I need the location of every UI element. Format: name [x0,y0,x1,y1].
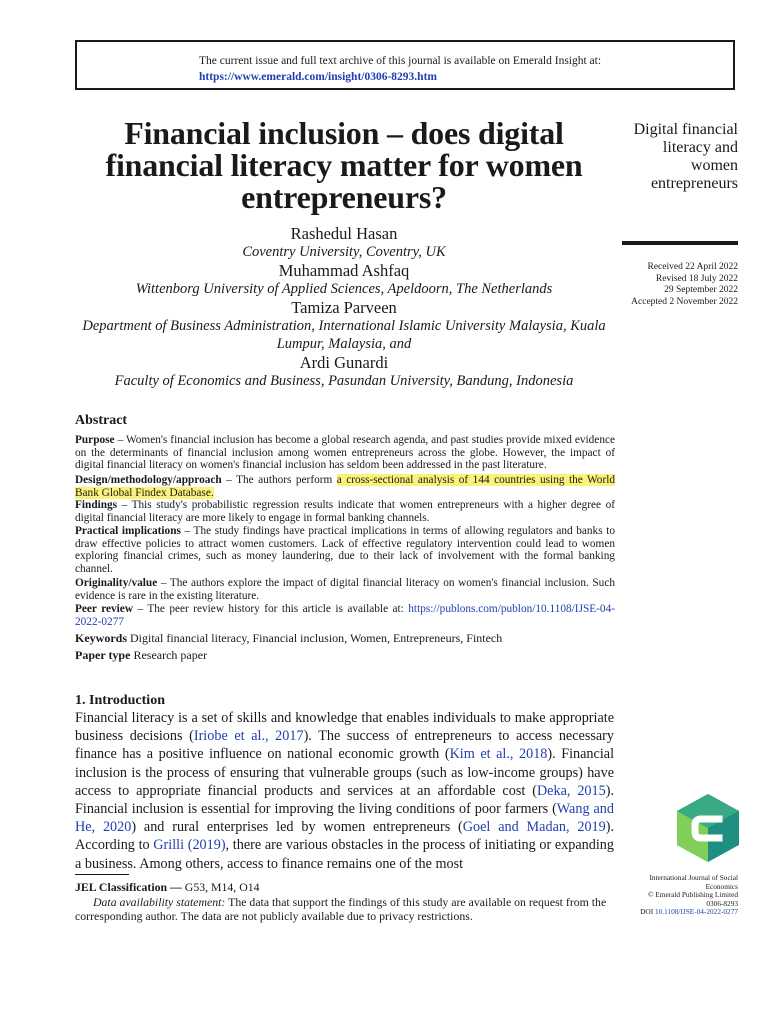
peer-review-text: – The peer review history for this article is available at: [137,603,404,615]
author-name: Ardi Gunardi [299,353,389,372]
design-label: Design/methodology/approach [75,474,222,486]
jel-label: JEL Classification — [75,880,182,894]
findings-text: – This study's probabilistic regression results indicate that women entrepreneurs with a higher degree of digital financial literacy are more likely to engage in formal banking channels. [75,499,615,524]
originality-label: Originality/value [75,577,158,589]
abstract-peer-review [75,603,615,628]
intro-paragraph [75,709,614,873]
side-divider [622,241,738,245]
author-name: Muhammad Ashfaq [278,261,410,280]
design-text: – The authors perform [226,474,333,486]
citation-link[interactable]: Deka, 2015 [536,782,606,799]
keywords-text: Digital financial literacy, Financial inclusion, Women, Entrepreneurs, Fintech [130,631,503,645]
paper-title: Financial inclusion – does digital financial literacy matter for women entrepreneurs? [105,115,583,215]
peer-review-link[interactable]: https://publons.com/publon/10.1108/IJSE-04-2022-0277 [75,603,615,628]
body-text: ). Financial inclusion is the process of ensuring that vulnerable groups (such as low-income groups) have access to appropriate financial products and services at an affordable cost ( [75,746,615,799]
keywords [75,631,615,645]
practical-text: – The study findings have practical implications in terms of allowing regulators and banks to draw effective policies to attract women customers. Lack of effective regulatory intervention could lead to women exploring financial crimes, such as money laundering, due to their lack of involvement with the formal banking channel. [75,525,615,575]
abstract-originality [75,577,615,602]
data-availability-label: Data availability statement: [93,894,226,909]
abstract-findings [75,499,615,524]
footnote-divider [75,874,129,875]
highlighted-text: a cross-sectional analysis of 144 countries using the World Bank Global Findex Database. [75,474,616,499]
body-text: ). Financial inclusion is essential for improving the living conditions of poor farmers ( [75,782,614,818]
paper-type [75,648,615,662]
author-affiliation: Wittenborg University of Applied Sciences, Apeldoorn, The Netherlands [135,281,553,297]
body-text: ). According to [75,819,615,854]
originality-text: – The authors explore the impact of digital financial literacy on women's financial inclusion. Such evidence is rare in the existing literature. [75,577,615,602]
body-text: , there are various obstacles in the process of initiating or expanding a business. Among others, access to finance remains one of the most [75,837,614,872]
issn: 0306-8293 [706,898,738,908]
body-text: ) and rural enterprises led by women entrepreneurs ( [131,819,463,836]
received-date: Received 22 April 2022 [647,262,738,272]
purpose-text: – Women's financial inclusion has become a global research agenda, and past studies provide mixed evidence on the determinants of financial inclusion among women entrepreneurs across the globe. However, the impact of digital financial literacy on women's financial inclusion has seldom been addressed in the past literature. [75,434,615,472]
body-text: Financial literacy is a set of skills and knowledge that enables individuals to make appropriate business decisions ( [75,710,614,745]
journal-name: International Journal of Social Economics [649,873,738,891]
findings-label: Findings [75,499,118,511]
purpose-label: Purpose [75,434,115,446]
citation-link[interactable]: Goel and Madan, 2019 [462,819,606,836]
revised-date: Revised 18 July 2022 [655,273,738,284]
data-availability-text: The data that support the findings of this study are available on request from the corresponding author. The data are not publicly available due to privacy restrictions. [75,894,607,923]
citation-link[interactable]: Iriobe et al., 2017 [193,728,304,745]
crossmark-logo-icon[interactable] [675,792,741,864]
author-affiliation: Coventry University, Coventry, UK [242,244,446,260]
doi-line [620,908,738,917]
author-list [70,224,618,390]
section-heading: 1. Introduction [75,693,165,708]
abstract-purpose [75,434,615,472]
peer-review-label: Peer review [75,603,133,615]
abstract-design [75,474,615,499]
author-name: Rashedul Hasan [290,224,398,243]
doi-label: DOI [640,907,654,917]
journal-url-link[interactable]: https://www.emerald.com/insight/0306-8293.htm [199,71,437,83]
author-name: Tamiza Parveen [291,298,397,317]
body-text: ). The success of entrepreneurs to access necessary finance has a positive influence on national economic growth ( [75,728,614,763]
paper-type-text: Research paper [133,648,208,662]
citation-link[interactable]: Grilli (2019) [153,837,226,854]
citation-link[interactable]: Wang and He, 2020 [75,801,614,836]
jel-codes: G53, M14, O14 [184,880,260,894]
abstract-heading: Abstract [75,413,128,428]
practical-label: Practical implications [75,525,181,537]
doi-link[interactable]: 10.1108/IJSE-04-2022-0277 [654,907,738,917]
journal-notice [199,53,601,85]
citation-link[interactable]: Kim et al., 2018 [449,746,548,763]
article-dates [600,262,738,308]
revised-date-2: 29 September 2022 [664,285,738,295]
keywords-label: Keywords [75,631,127,645]
abstract-practical [75,525,615,575]
author-affiliation: Faculty of Economics and Business, Pasundan University, Bandung, Indonesia [114,373,574,389]
journal-info [620,874,738,917]
author-affiliation: Department of Business Administration, International Islamic University Malaysia, Kuala Lumpur, Malaysia, and [82,318,606,352]
notice-text: The current issue and full text archive of this journal is available on Emerald Insight at: [199,55,602,67]
paper-type-label: Paper type [75,648,131,662]
publisher: © Emerald Publishing Limited [647,890,738,900]
footnote [75,880,615,924]
accepted-date: Accepted 2 November 2022 [631,296,738,307]
running-title: Digital financial literacy and women entrepreneurs [633,121,738,192]
